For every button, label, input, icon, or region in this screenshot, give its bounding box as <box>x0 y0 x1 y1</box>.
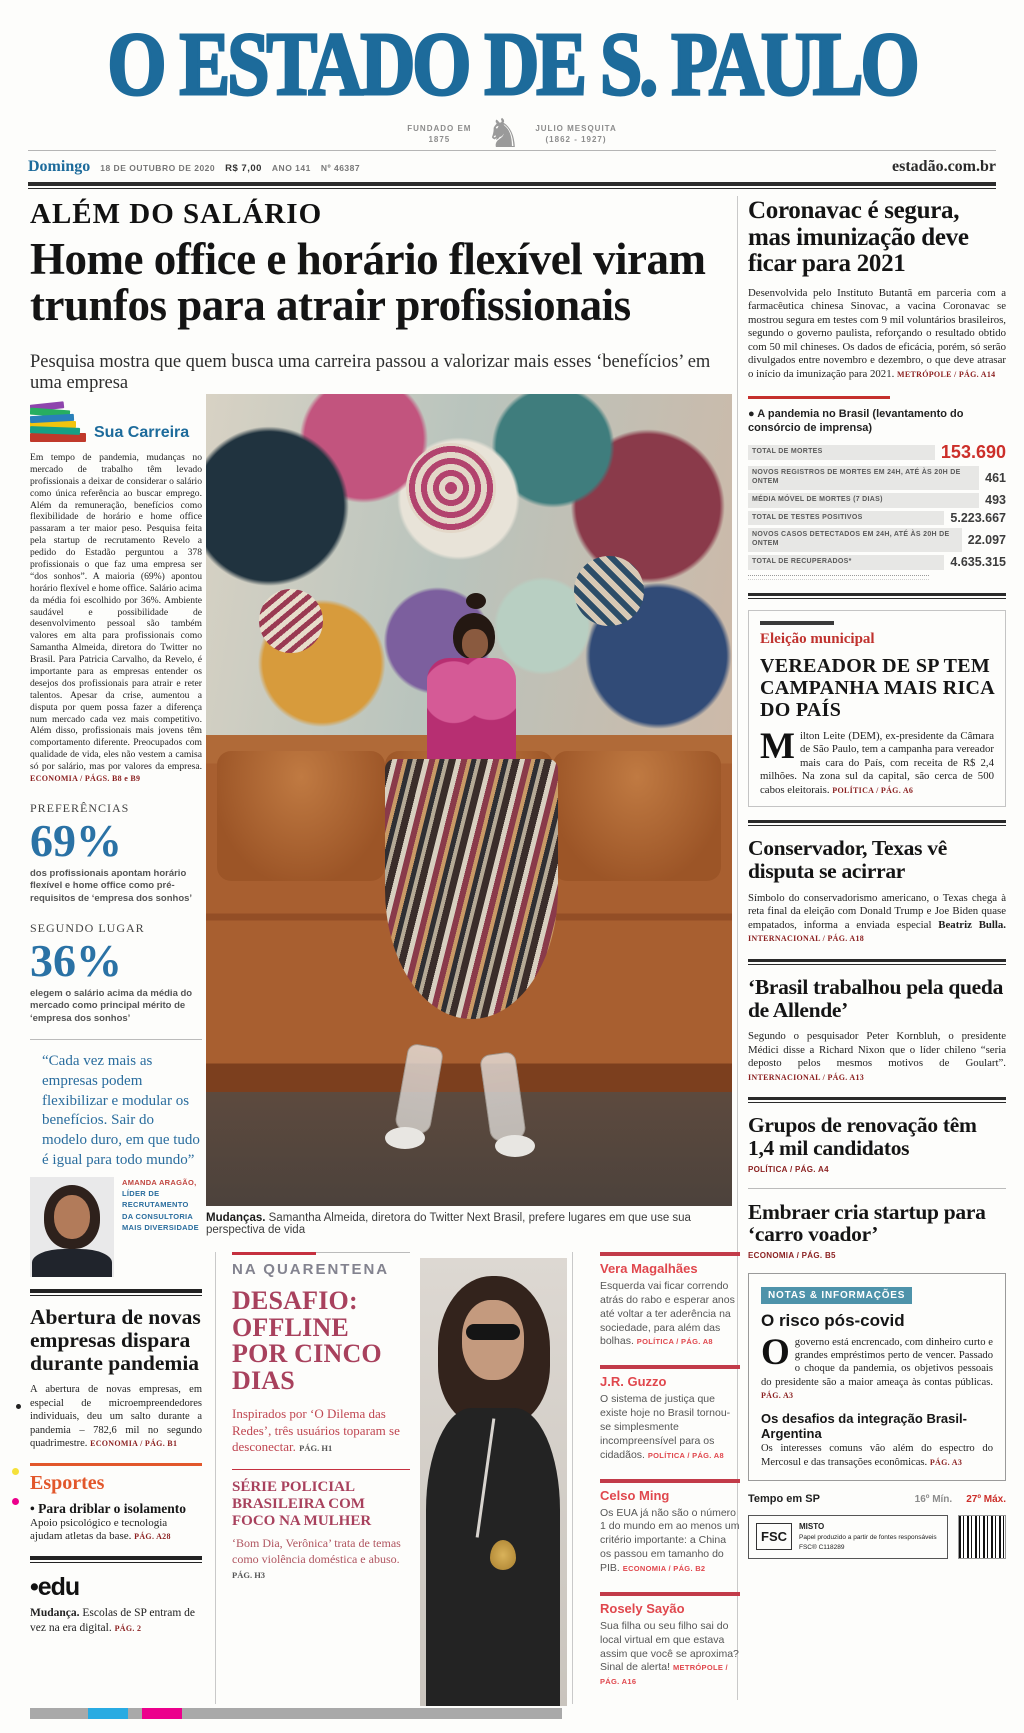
quote-attribution <box>30 1177 202 1277</box>
quarentena-body: Inspirados por ‘O Dilema das Redes’, três usuários toparam se desconectar. PÁG. H1 <box>232 1406 400 1455</box>
esportes-headline: • Para driblar o isolamento <box>30 1500 186 1516</box>
founder-name: JULIO MESQUITA <box>535 123 617 133</box>
pandemic-row: MÉDIA MÓVEL DE MORTES (7 DIAS) 493 <box>748 493 1006 508</box>
pandemic-row: NOVOS REGISTROS DE MORTES EM 24H, ATÉ ÀS 20H DE ONTEM 461 <box>748 466 1006 490</box>
columnist-cta: POLÍTICA / PÁG. A8 <box>636 1337 713 1347</box>
texas-author: Beatriz Bulla. <box>938 918 1006 931</box>
stat-label-segundo-lugar: SEGUNDO LUGAR <box>30 920 145 935</box>
pandemic-row: NOVOS CASOS DETECTADOS EM 24H, ATÉ ÀS 20H DE ONTEM 22.097 <box>748 528 1006 552</box>
founder-years: (1862 - 1927) <box>545 135 607 144</box>
renovacao-cta: POLÍTICA / PÁG. A4 <box>748 1164 829 1174</box>
notas-second-body: Os interesses comuns vão além do espectro do Mercosul e das transações econômicas. PÁG. A3 <box>761 1443 993 1468</box>
notas-headline: O risco pós-covid <box>761 1310 905 1330</box>
weather-max: 27º Máx. <box>966 1494 1006 1505</box>
notas-second-headline: Os desafios da integração Brasil-Argentina <box>761 1411 967 1442</box>
serie-policial-cta: PÁG. H3 <box>232 1570 266 1581</box>
header-divider <box>28 182 996 189</box>
pandemic-rule <box>748 396 890 399</box>
rail-divider-rule <box>748 593 1006 599</box>
notas-body: O governo está encrencado, com dinheiro curto e grandes empréstimos perto de vencer. Passado o choque da pandemia, os objetivos pessoais do presidente são a maior ameaça às contas públicas. PÁG. A3 <box>761 1331 993 1401</box>
notas-informacoes-box <box>748 1273 1006 1481</box>
mural-shape <box>259 589 323 653</box>
website-link[interactable]: estadão.com.br <box>892 158 996 175</box>
weather-min: 16º Mín. <box>914 1494 953 1505</box>
eleicao-dropcap: M <box>760 725 795 767</box>
columnist-body: O sistema de justiça que existe hoje no Brasil tornou-se simplesmente incompreensível para os cidadãos. POLÍTICA / PÁG. A8 <box>600 1393 731 1461</box>
columnist-name: Vera Magalhães <box>600 1261 698 1276</box>
notas-cta: PÁG. A3 <box>761 1391 794 1401</box>
color-bar-magenta <box>142 1708 182 1719</box>
serie-policial-headline: SÉRIE POLICIAL BRASILEIRA COM FOCO NA MULHER <box>232 1478 372 1529</box>
pull-quote: “Cada vez mais as empresas podem flexibilizar e modular os benefícios. Sair do modelo duro, em que tudo é igual para todo mundo” <box>42 1053 200 1168</box>
notas-second-cta: PÁG. A3 <box>929 1457 963 1467</box>
figure-face <box>462 629 488 659</box>
print-color-bar <box>30 1708 562 1719</box>
esportes-rule <box>30 1463 202 1466</box>
dateline-date: 18 DE OUTUBRO DE 2020 <box>100 163 216 173</box>
rail-divider-rule <box>748 1097 1006 1103</box>
eleicao-headline: VEREADOR DE SP TEM CAMPANHA MAIS RICA DO PAÍS <box>760 654 994 721</box>
weather-strip <box>748 1493 1006 1505</box>
dateline-year: ANO 141 <box>271 163 311 173</box>
police-badge-shape <box>490 1540 516 1570</box>
divider <box>748 1188 1006 1189</box>
columnist-item <box>600 1365 740 1462</box>
columnist-item <box>600 1479 740 1576</box>
lead-headline: Home office e horário flexível viram trunfos para atrair profissionais <box>30 234 706 331</box>
amanda-aragao-portrait <box>30 1177 114 1277</box>
eleicao-tag: Eleição municipal <box>760 630 875 647</box>
stat-label-preferencias: PREFERÊNCIAS <box>30 800 130 815</box>
horseman-statue-icon: ♞ <box>485 112 522 156</box>
eleicao-body: Milton Leite (DEM), ex-presidente da Câmara de São Paulo, tem a campanha para vereador mais cara do País, com receita de R$ 2,4 milhões. Na zona sul da capital, são cerca de 500 cabos eleitorais. POLÍTICA / PÁG. A6 <box>760 725 994 796</box>
columnists-column <box>600 1252 740 1704</box>
columnist-body: Esquerda vai ficar correndo atrás do rabo e esperar anos até voltar a ter aderência na sociedade, para além das bolhas. POLÍTICA / PÁG. A8 <box>600 1280 735 1348</box>
pandemic-row: TOTAL DE RECUPERADOS* 4.635.315 <box>748 555 1006 570</box>
esportes-section-label: Esportes <box>30 1471 105 1494</box>
portrait-blazer-shape <box>32 1249 112 1277</box>
registration-dot-black <box>16 1404 21 1409</box>
pandemic-title: ● A pandemia no Brasil (levantamento do consórcio de imprensa) <box>748 407 964 434</box>
quarentena-headline: DESAFIO: OFFLINE POR CINCO DIAS <box>232 1286 382 1395</box>
abertura-body: A abertura de novas empresas, em especial de microempreendedores individuais, deu um salto durante a pandemia – 782,6 mil no segundo quadrimestre. ECONOMIA / PÁG. B1 <box>30 1384 202 1450</box>
abertura-cta: ECONOMIA / PÁG. B1 <box>90 1439 178 1449</box>
photo-face-shape <box>462 1300 524 1380</box>
columnist-cta: METRÓPOLE / PÁG. A16 <box>600 1663 728 1687</box>
edu-divider <box>30 1556 202 1563</box>
stat-caption-69: dos profissionais apontam horário flexível e home office como pré-requisitos de ‘empresa dos sonhos’ <box>30 867 193 904</box>
allende-cta: INTERNACIONAL / PÁG. A13 <box>748 1072 865 1082</box>
columnist-body: Os EUA já não são o número 1 do mundo em ao menos um critério importante: a China os passou em tamanho do PIB. ECONOMIA / PÁG. B2 <box>600 1506 740 1575</box>
notas-badge: NOTAS & INFORMAÇÕES <box>761 1287 912 1304</box>
band-divider-1 <box>215 1252 216 1704</box>
columnist-name: Celso Ming <box>600 1487 670 1503</box>
boot-toe <box>385 1127 425 1149</box>
sua-carreira-header <box>30 394 202 442</box>
texas-cta: INTERNACIONAL / PÁG. A18 <box>748 934 865 944</box>
section-label-sua-carreira: Sua Carreira <box>94 424 190 441</box>
mural-shape <box>406 443 496 533</box>
sunglasses-shape <box>466 1324 520 1340</box>
main-photo-caption: Mudanças. Samantha Almeida, diretora do Twitter Next Brasil, prefere lugares em que use sua perspectiva de vida <box>206 1212 691 1236</box>
texas-headline: Conservador, Texas vê disputa se acirrar <box>748 836 947 884</box>
notas-dropcap: O <box>761 1331 790 1373</box>
embraer-headline: Embraer cria startup para ‘carro voador’ <box>748 1199 986 1247</box>
pandemic-footnote-line <box>748 575 929 580</box>
couch-cushion <box>217 751 385 881</box>
rail-divider-rule <box>748 820 1006 826</box>
allende-headline: ‘Brasil trabalhou pela queda de Allende’ <box>748 974 1004 1022</box>
edu-cta: PÁG. 2 <box>114 1623 142 1633</box>
dateline-issue: Nº 46387 <box>320 163 361 173</box>
quarentena-cta: PÁG. H1 <box>299 1443 333 1454</box>
main-photo-samantha-almeida <box>206 394 732 1206</box>
fsc-logo: FSC <box>756 1523 792 1550</box>
figure-striped-skirt <box>385 759 559 1019</box>
right-rail <box>748 198 1006 1559</box>
allende-body: Segundo o pesquisador Peter Kornbluh, o presidente Médici disse a Richard Nixon que o líder chileno “seria deposto pelos mesmos motivos de Goulart”. INTERNACIONAL / PÁG. A13 <box>748 1030 1006 1082</box>
pandemic-total-deaths: 153.690 <box>940 442 1006 463</box>
serie-policial-body: ‘Bom Dia, Verônica’ trata de temas como violência doméstica e abuso. PÁG. H3 <box>232 1536 401 1581</box>
abertura-headline: Abertura de novas empresas dispara durante pandemia <box>30 1304 201 1376</box>
masthead-title: O ESTADO DE S. PAULO <box>107 15 917 115</box>
lead-kicker: ALÉM DO SALÁRIO <box>30 198 323 230</box>
couch-cushion <box>553 751 721 881</box>
section-divider <box>30 1289 202 1296</box>
edu-logo: •edu <box>30 1573 80 1602</box>
columnist-name: J.R. Guzzo <box>600 1374 667 1390</box>
embraer-cta: ECONOMIA / PÁG. B5 <box>748 1250 836 1260</box>
texas-body: Símbolo do conservadorismo americano, o Texas chega à reta final da eleição com Donald Trump e Joe Biden quase empatados, informa a enviada especial Beatriz Bulla. INTERNACIONAL / PÁG. A18 <box>748 891 1006 944</box>
fsc-code: FSC® C118289 <box>799 1543 845 1551</box>
stat-value-36: 36% <box>30 934 122 986</box>
registration-dot-magenta <box>12 1498 19 1505</box>
stat-caption-36: elegem o salário acima da média do mercado como principal mérito de ‘empresa dos sonhos’ <box>30 987 193 1024</box>
eleicao-municipal-card <box>748 610 1006 808</box>
lead-deck: Pesquisa mostra que quem busca uma carreira passou a valorizar mais esses ‘benefícios’ em uma empresa <box>30 352 711 393</box>
caption-lead: Mudanças. <box>206 1212 266 1224</box>
renovacao-headline: Grupos de renovação têm 1,4 mil candidatos <box>748 1113 977 1161</box>
lead-article-body: Em tempo de pandemia, mudanças no mercado de trabalho têm levado profissionais a deixar de considerar o salário como única referência ao buscar emprego. Além da remuneração, benefícios como flexibilidade de horário e home office passaram a ter maior peso. Pesquisa feita pela startup de recrutamento Revelo a pedido do Estadão perguntou a 378 profissionais o que faz uma empresa ser “dos sonhos”. A maioria (69%) apontou horário flexível e home office. Salário acima da média foi escolhido por 36%. Ambiente saudável e possibilidade de desenvolvimento pessoal são também valores em alta para profissionais como Samantha Almeida, diretora do Twitter no Brasil. Para Patricia Carvalho, da Revelo, é importante para as empresas entender os desejos dos profissionais para atrair e reter talentos. Apesar da crise, aumentou a disputa por quem possa fazer a diferença num mercado cada vez mais competitivo. Além disso, profissionais mais jovens têm comportamento diferente. Preocupados com qualidade de vida, eles não vestem a camisa só por salário, mas por valores da empresa. ECONOMIA / PÁGS. B8 e B9 <box>30 452 202 784</box>
columnist-cta: ECONOMIA / PÁG. B2 <box>622 1564 706 1574</box>
card-top-bar <box>760 621 834 625</box>
fsc-and-barcode <box>748 1515 1006 1559</box>
founded-year: 1875 <box>428 135 451 144</box>
floor <box>206 1092 732 1206</box>
lead-article-cta: ECONOMIA / PÁGS. B8 e B9 <box>30 774 141 784</box>
eleicao-cta: POLÍTICA / PÁG. A6 <box>832 785 914 795</box>
coronavac-cta: METRÓPOLE / PÁG. A14 <box>897 370 996 380</box>
columnist-cta: POLÍTICA / PÁG. A8 <box>647 1450 724 1460</box>
registration-dot-yellow <box>12 1468 19 1475</box>
left-column <box>30 394 202 1635</box>
band-divider-2 <box>572 1252 573 1704</box>
founded-label: FUNDADO EM <box>407 123 472 133</box>
coronavac-body: Desenvolvida pelo Instituto Butantã em parceria com a farmacêutica chinesa Sinovac, a vacina Coronavac se mostrou segura em testes com 9 mil voluntários brasileiros, segundo o governo paulista, reforçando o resultado obtido com 50 mil chineses. Os dados de eficácia, porém, só serão divulgados entre novembro e dezembro, o que deve atrasar o início da imunização para 2021. METRÓPOLE / PÁG. A14 <box>748 286 1006 381</box>
esportes-body: Apoio psicológico e tecnologia ajudam atletas da base. PÁG. A28 <box>30 1516 171 1543</box>
dateline-price: R$ 7,00 <box>225 163 262 174</box>
color-bar-cyan <box>88 1708 128 1719</box>
fsc-mix: MISTO <box>799 1522 825 1531</box>
quarentena-column <box>232 1252 410 1582</box>
dateline <box>28 150 996 178</box>
books-stack-icon <box>30 394 86 442</box>
columnist-item <box>600 1592 740 1689</box>
barcode <box>958 1515 1006 1559</box>
rail-divider-rule <box>748 959 1006 965</box>
edu-lead: Mudança. <box>30 1607 80 1620</box>
coronavac-headline: Coronavac é segura, mas imunização deve ficar para 2021 <box>748 198 969 277</box>
dateline-day: Domingo <box>28 158 91 175</box>
esportes-cta: PÁG. A28 <box>134 1532 171 1542</box>
pandemic-row: TOTAL DE MORTES 153.690 <box>748 442 1006 463</box>
quarentena-divider <box>232 1469 410 1470</box>
columnist-item <box>600 1252 740 1349</box>
divider <box>30 1039 202 1040</box>
portrait-face-shape <box>54 1195 90 1239</box>
columnist-name: Rosely Sayão <box>600 1600 685 1616</box>
fsc-line: Papel produzido a partir de fontes responsáveis <box>799 1534 937 1541</box>
quarentena-rule <box>232 1252 410 1253</box>
stat-value-69: 69% <box>30 814 122 866</box>
edu-body: Mudança. Escolas de SP entram de vez na era digital. PÁG. 2 <box>30 1607 196 1634</box>
pandemic-row: TOTAL DE TESTES POSITIVOS 5.223.667 <box>748 511 1006 526</box>
figure-pink-blouse <box>427 658 516 772</box>
weather-label: Tempo em SP <box>748 1493 820 1505</box>
founder-row <box>0 112 1024 156</box>
quote-author: AMANDA ARAGÃO, <box>122 1177 197 1187</box>
columnist-body: Sua filha ou seu filho sai do local virtual em que estava assim que você se aproxima? Sinal de alerta! METRÓPOLE / PÁG. A16 <box>600 1619 739 1687</box>
quote-author-role: LÍDER DE RECRUTAMENTO DA CONSULTORIA MAIS DIVERSIDADE <box>122 1189 199 1232</box>
quarentena-photo <box>420 1258 567 1706</box>
quarentena-tag: NA QUARENTENA <box>232 1261 390 1278</box>
